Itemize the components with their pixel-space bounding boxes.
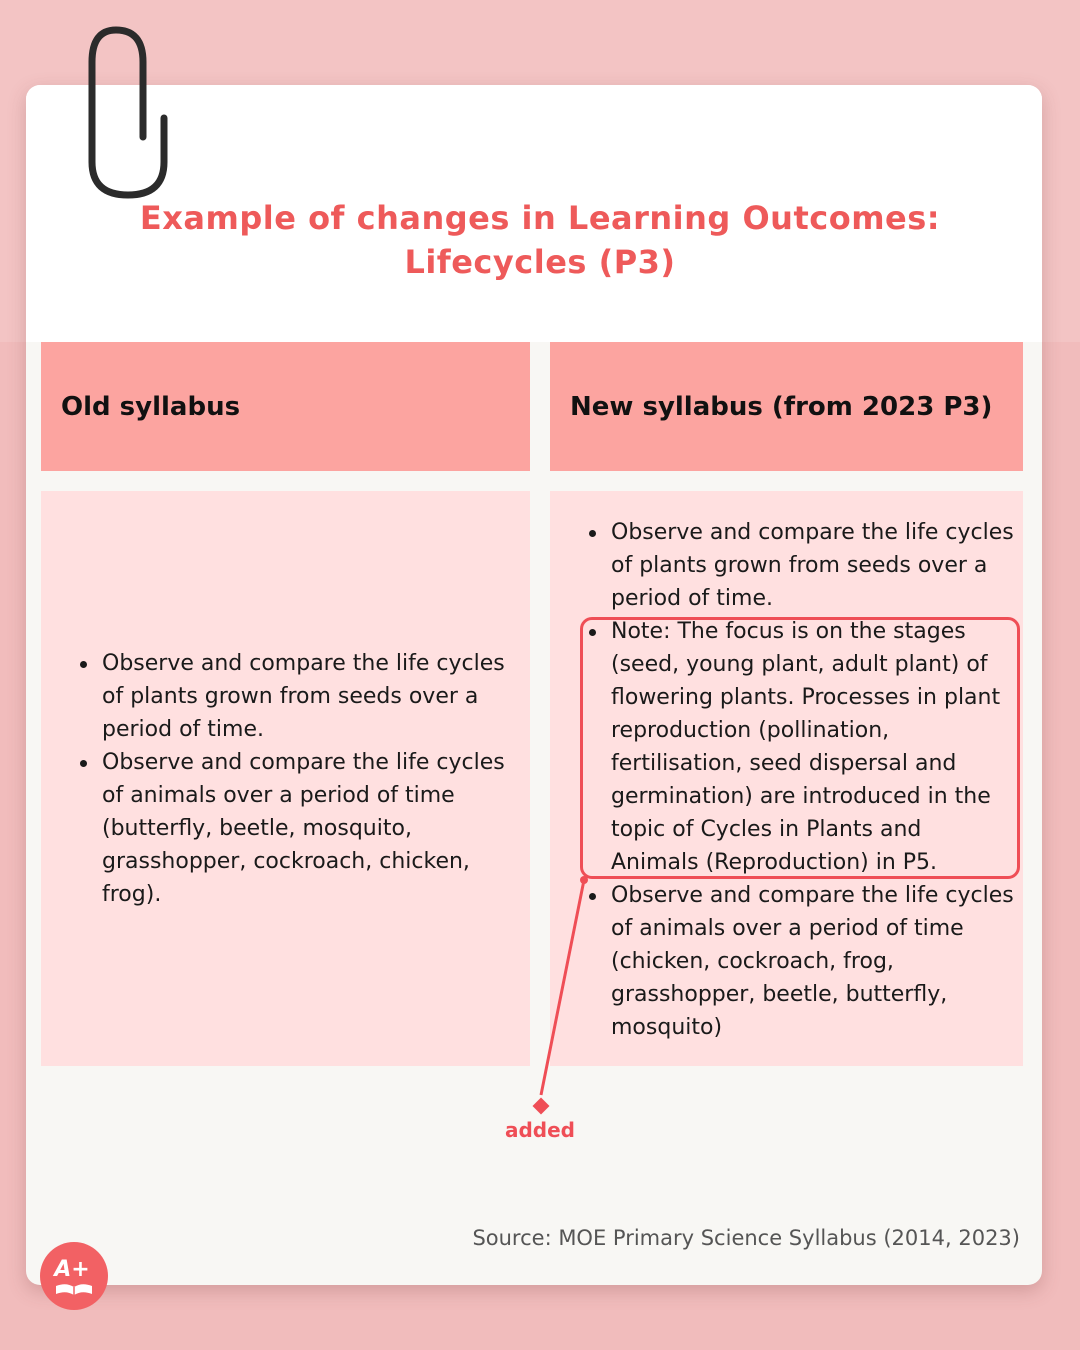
old-syllabus-list: [41, 647, 530, 911]
title-line-1: Example of changes in Learning Outcomes:: [139, 199, 941, 237]
paperclip-icon: [80, 12, 190, 212]
new-syllabus-header-label: New syllabus (from 2023 P3): [570, 391, 993, 422]
list-item: Observe and compare the life cycles of plants grown from seeds over a period of time.: [41, 647, 530, 746]
list-item: Observe and compare the life cycles of animals over a period of time (chicken, cockroach, frog, grasshopper, beetle, butterfly, mosquito): [550, 879, 1023, 1044]
a-plus-book-logo-icon: [40, 1242, 108, 1310]
list-item: Note: The focus is on the stages (seed, young plant, adult plant) of flowering plants. Processes in plant reproduction (pollination, fertilisation, seed dispersal and germination) are introduced in the topic of Cycles in Plants and Animals (Reproduction) in P5.: [550, 615, 1023, 879]
svg-text:A+: A+: [54, 1257, 90, 1282]
new-syllabus-header: [550, 342, 1023, 471]
added-label: added: [504, 1118, 575, 1142]
title-line-2: Lifecycles (P3): [404, 243, 676, 281]
old-syllabus-header: [41, 342, 530, 471]
old-syllabus-header-label: Old syllabus: [61, 391, 241, 422]
old-syllabus-cell: [41, 491, 530, 1066]
list-item: Observe and compare the life cycles of animals over a period of time (butterfly, beetle, mosquito, grasshopper, cockroach, chicken, frog).: [41, 746, 530, 911]
source-citation: Source: MOE Primary Science Syllabus (2014, 2023): [472, 1226, 1020, 1250]
list-item: Observe and compare the life cycles of plants grown from seeds over a period of time.: [550, 516, 1023, 615]
annotation-connector-line: [520, 870, 600, 1120]
added-note-highlight-box: [580, 617, 1020, 879]
page-title: [60, 196, 1020, 284]
